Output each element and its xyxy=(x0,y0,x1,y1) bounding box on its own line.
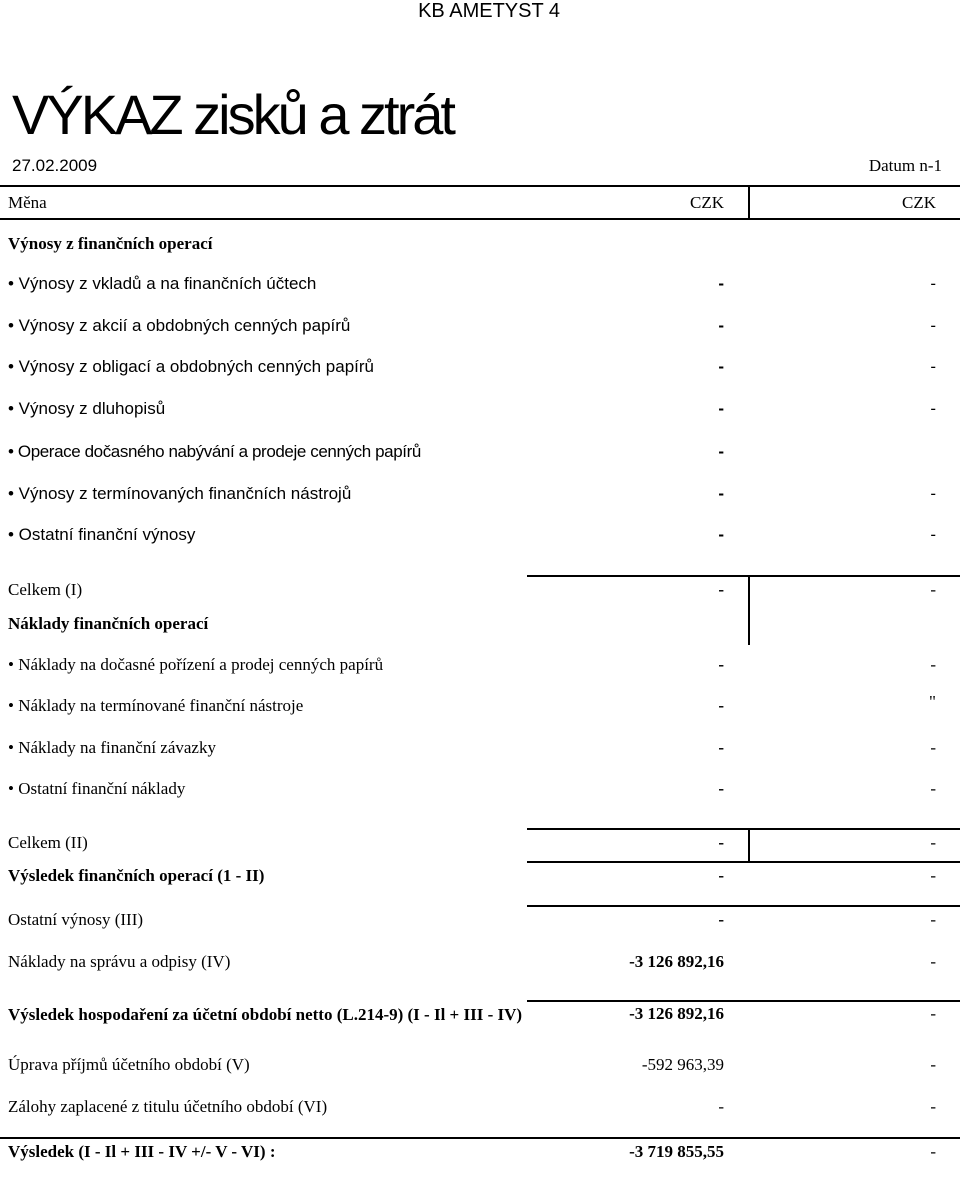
row-label: • Ostatní finanční náklady xyxy=(8,779,186,798)
row-value-current: - xyxy=(718,738,724,757)
total-ii-prev: - xyxy=(930,833,936,852)
revenue-row xyxy=(0,442,960,472)
net-result-current: -3 126 892,16 xyxy=(629,1004,724,1023)
revenue-row xyxy=(0,399,960,429)
revenue-row xyxy=(0,316,960,346)
row-value-current: - xyxy=(718,357,724,376)
revenue-row xyxy=(0,525,960,555)
other-income-row xyxy=(0,910,960,940)
header-rule xyxy=(0,185,960,187)
row-value-current: - xyxy=(718,399,724,418)
total-ii-label: Celkem (II) xyxy=(8,833,88,852)
final-result-current: -3 719 855,55 xyxy=(629,1142,724,1161)
company-name: KB AMETYST 4 xyxy=(418,0,560,22)
row-value-current: - xyxy=(718,525,724,544)
income-adj-label: Úprava příjmů účetního období (V) xyxy=(8,1055,250,1074)
page-title: VÝKAZ zisků a ztrát xyxy=(12,83,453,146)
row-value-prev: - xyxy=(930,484,936,503)
admin-costs-row xyxy=(0,952,960,982)
currency-col1: CZK xyxy=(690,193,724,212)
result-fin-row xyxy=(0,866,960,896)
row-label: • Operace dočasného nabývání a prodeje cenných papírů xyxy=(8,442,421,461)
row-label: • Náklady na termínované finanční nástroje xyxy=(8,696,304,715)
row-value-current: - xyxy=(718,655,724,674)
costs-heading-row xyxy=(0,614,960,644)
total-i-label: Celkem (I) xyxy=(8,580,83,599)
row-value-current: - xyxy=(718,442,724,461)
row-label: • Náklady na dočasné pořízení a prodej cenných papírů xyxy=(8,655,384,674)
costs-heading: Náklady finančních operací xyxy=(8,614,209,633)
revenue-heading: Výnosy z finančních operací xyxy=(8,234,213,253)
total-ii-rule xyxy=(527,828,960,830)
row-value-prev: - xyxy=(930,779,936,798)
row-label: • Výnosy z vkladů a na finančních účtech xyxy=(8,274,317,293)
total-ii-row xyxy=(0,833,960,863)
net-result-prev: - xyxy=(930,1004,936,1023)
cost-row xyxy=(0,779,960,809)
cost-row xyxy=(0,692,960,726)
report-date: 27.02.2009 xyxy=(12,156,98,175)
net-result-rule xyxy=(527,1000,960,1002)
row-value-current: - xyxy=(718,484,724,503)
row-value-prev: " xyxy=(929,692,936,711)
row-value-prev: - xyxy=(930,655,936,674)
revenue-row xyxy=(0,484,960,514)
admin-costs-prev: - xyxy=(930,952,936,971)
row-value-prev: - xyxy=(930,316,936,335)
total-i-current: - xyxy=(718,580,724,599)
row-value-prev: - xyxy=(930,399,936,418)
row-label: • Výnosy z dluhopisů xyxy=(8,399,166,418)
final-result-label: Výsledek (I - Il + III - IV +/- V - VI) : xyxy=(8,1142,276,1161)
row-value-current: - xyxy=(718,696,724,715)
revenue-row xyxy=(0,274,960,304)
row-label: • Ostatní finanční výnosy xyxy=(8,525,196,544)
row-value-prev: - xyxy=(930,738,936,757)
row-label: • Výnosy z akcií a obdobných cenných papírů xyxy=(8,316,351,335)
row-label: • Náklady na finanční závazky xyxy=(8,738,216,757)
income-adj-prev: - xyxy=(930,1055,936,1074)
prev-date-label: Datum n-1 xyxy=(868,156,942,175)
other-income-prev: - xyxy=(930,910,936,929)
cost-row xyxy=(0,655,960,685)
row-value-prev: - xyxy=(930,357,936,376)
result-fin-label: Výsledek finančních operací (1 - II) xyxy=(8,866,265,885)
currency-row xyxy=(0,193,960,223)
currency-col2: CZK xyxy=(902,193,936,212)
total-i-rule xyxy=(527,575,960,577)
revenue-row xyxy=(0,357,960,387)
income-adj-row xyxy=(0,1055,960,1085)
advances-row xyxy=(0,1097,960,1127)
row-value-prev: - xyxy=(930,525,936,544)
advances-prev: - xyxy=(930,1097,936,1116)
advances-label: Zálohy zaplacené z titulu účetního období (VI) xyxy=(8,1097,328,1116)
row-label: • Výnosy z obligací a obdobných cenných papírů xyxy=(8,357,375,376)
row-value-current: - xyxy=(718,779,724,798)
result-fin-prev: - xyxy=(930,866,936,885)
income-adj-current: -592 963,39 xyxy=(641,1055,724,1074)
final-result-rule xyxy=(0,1137,960,1139)
row-value-prev: - xyxy=(930,274,936,293)
net-result-row xyxy=(0,1004,960,1050)
other-income-label: Ostatní výnosy (III) xyxy=(8,910,144,929)
row-value-current: - xyxy=(718,274,724,293)
advances-current: - xyxy=(718,1097,724,1116)
final-result-prev: - xyxy=(930,1142,936,1161)
cost-row xyxy=(0,738,960,768)
other-income-rule xyxy=(527,905,960,907)
currency-label: Měna xyxy=(8,193,47,212)
final-result-row xyxy=(0,1142,960,1172)
revenue-heading-row xyxy=(0,234,960,264)
result-fin-current: - xyxy=(718,866,724,885)
admin-costs-current: -3 126 892,16 xyxy=(629,952,724,971)
other-income-current: - xyxy=(718,910,724,929)
admin-costs-label: Náklady na správu a odpisy (IV) xyxy=(8,952,231,971)
row-value-current: - xyxy=(718,316,724,335)
total-i-row xyxy=(0,580,960,610)
net-result-label: Výsledek hospodaření za účetní období netto (L.214-9) (I - Il + III - IV) xyxy=(8,1005,523,1024)
row-label: • Výnosy z termínovaných finančních nástrojů xyxy=(8,484,352,503)
total-i-prev: - xyxy=(930,580,936,599)
total-ii-current: - xyxy=(718,833,724,852)
